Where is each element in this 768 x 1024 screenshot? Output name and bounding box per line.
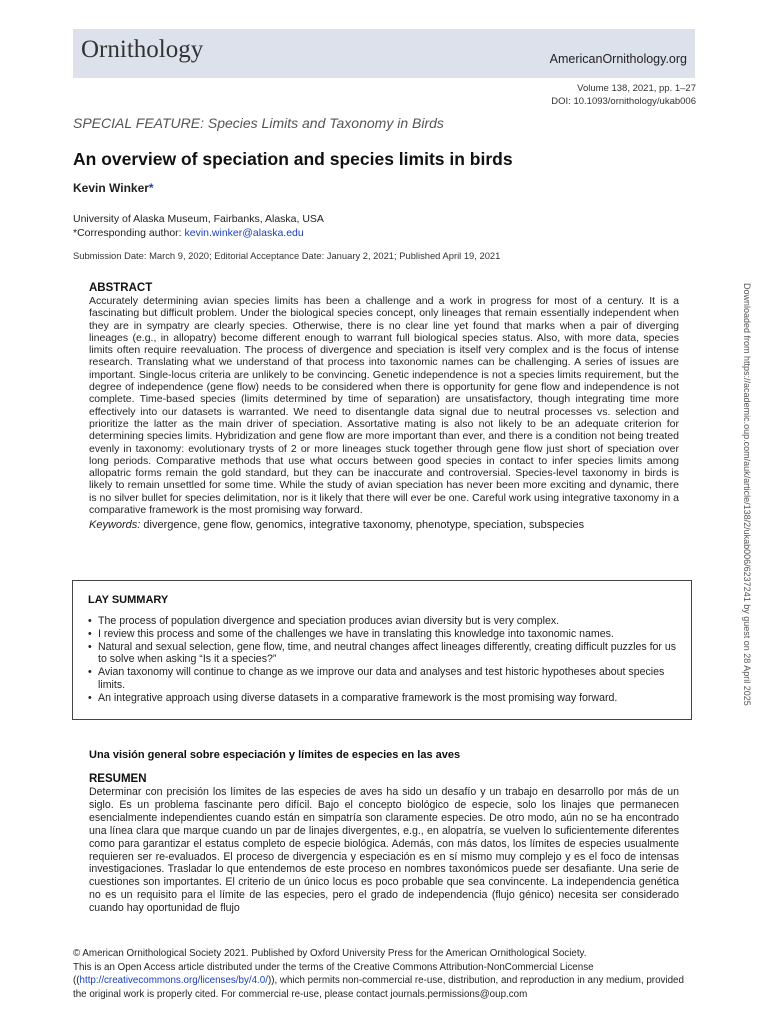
resumen-text: Determinar con precisión los límites de las especies de aves ha sido un desafío y un trabajo en desarrollo por más de un siglo. Es un problema fascinante pero difícil. Bajo el concepto biológico de especie, solo los linajes que permanecen esencialmente independientes cuando están en simpatría son claramente especies. De otro modo, aún no se ha encontrado una línea clara que marque cuando un par de linajes divergentes, e.g., en alopatría, se vuelven lo suficientemente diferentes como para garantizar el estatus completo de especie biológica. Además, con más datos, los límites de especies usualmente requieren ser re-evaluados. El proceso de divergencia y especiación es en sí mismo muy complejo y es el foco de intensas investigaciones. Trasladar lo que entendemos de este proceso en nombres taxonómicos puede ser desafiante. Una serie de cuestiones son importantes. El criterio de un único locus es poco probable que sea convincente. La independencia genética no es un requisito para el límite de las especies, pero el grado de independencia (flujo génico) necesita ser considerado cuando hay oportunidad de flujo [89, 786, 679, 915]
license-link[interactable]: http://creativecommons.org/licenses/by/4.0/ [79, 975, 268, 986]
keywords-list: divergence, gene flow, genomics, integrative taxonomy, phenotype, speciation, subspecies [140, 519, 585, 532]
list-item: • The process of population divergence and speciation produces avian diversity but is very complex. [88, 615, 678, 628]
volume-line: Volume 138, 2021, pp. 1–27 [577, 83, 696, 94]
article-title: An overview of speciation and species limits in birds [73, 149, 513, 169]
abstract-section [89, 281, 679, 531]
volume-info [551, 82, 696, 108]
journal-header [73, 29, 695, 78]
keywords-label: Keywords: [89, 519, 141, 532]
list-item: • Avian taxonomy will continue to change as we improve our data and analyses and test historic hypotheses about species limits. [88, 666, 678, 692]
keywords [89, 519, 679, 531]
special-feature-label: SPECIAL FEATURE: Species Limits and Taxonomy in Birds [73, 115, 444, 131]
list-item: • An integrative approach using diverse datasets in a comparative framework is the most promising way forward. [88, 692, 678, 705]
license-text-start: This is an Open Access article distributed under the terms of the Creative Commons Attribution-NonCommercial License (( [73, 961, 594, 986]
corresponding-author [73, 226, 324, 240]
author-email-link[interactable]: kevin.winker@alaska.edu [184, 227, 304, 239]
download-watermark: Downloaded from https://academic.oup.com/auk/article/138/2/ukab006/6237241 by guest on 28 April 2025 [742, 283, 752, 706]
journal-website-link[interactable]: AmericanOrnithology.org [549, 52, 687, 66]
abstract-text: Accurately determining avian species limits has been a challenge and a work in progress for most of a century. It is a fascinating but difficult problem. Under the biological species concept, only lineages that remain essentially independent when they are in sympatry are clearly species. Otherwise, there is no clear line yet found that marks when a pair of diverging lineages (e.g., in allopatry) become different enough to warrant full biological species status. Also, with more data, species limits often require reevaluation. The process of divergence and speciation is itself very complex and is the focus of intense research. Translating what we understand of that process into taxonomic names can be challenging. A series of issues are important. Single-locus criteria are unlikely to be convincing. Genetic independence is not a species limits requirement, but the degree of independence (gene flow) needs to be considered when there is opportunity for gene flow and independence is not complete. Time-based species (limits determined by time of separation) are unsatisfactory, though integrating time more effectively into our datasets is warranted. We need to disentangle data signal due to neutral processes vs. selection and prioritize the latter as the main driver of speciation. Assortative mating is also not likely to be an adequate criterion for determining species limits. Hybridization and gene flow are more important than ever, and there is a condition not being treated evenly in taxonomy: evolutionary trysts of 2 or more lineages stuck together through gene flow just short of speciation over long periods. Comparative methods that use what occurs between good species in contact to infer species limits among allopatric forms remain the gold standard, but they can be inaccurate and controversial. Species-level taxonomy in birds is likely to remain unsettled for some time. While the study of avian speciation has never been more exciting and dynamic, there is no silver bullet for species delimitation, nor is it likely that there will ever be one. Careful work using integrative taxonomy in a comparative framework is the most promising way forward. [89, 295, 679, 517]
license-text-end: )), which permits non-commercial re-use, distribution, and reproduction in any medium, provided the original work is properly cited. For commercial re-use, please contact journals.permissions@oup.com [73, 975, 684, 1000]
affiliation-block [73, 212, 324, 240]
list-item: • I review this process and some of the challenges we have in translating this knowledge into taxonomic names. [88, 628, 678, 641]
corresponding-label: *Corresponding author: [73, 227, 185, 239]
affiliation: University of Alaska Museum, Fairbanks, Alaska, USA [73, 213, 324, 225]
doi-line[interactable]: DOI: 10.1093/ornithology/ukab006 [551, 96, 696, 107]
author-line [73, 181, 154, 195]
lay-summary-heading: LAY SUMMARY [88, 594, 169, 606]
license-footer [73, 947, 698, 1001]
resumen-section [89, 772, 679, 924]
journal-name: Ornithology [81, 36, 204, 63]
resumen-heading: RESUMEN [89, 773, 147, 785]
submission-dates: Submission Date: March 9, 2020; Editorial Acceptance Date: January 2, 2021; Published April 19, 2021 [73, 250, 501, 261]
author-name: Kevin Winker [73, 181, 149, 195]
license-text [73, 961, 698, 1002]
spanish-title: Una visión general sobre especiación y límites de especies en las aves [89, 749, 461, 761]
lay-summary-box [72, 580, 692, 720]
lay-summary-list [88, 615, 678, 705]
corresponding-author-mark[interactable]: * [148, 181, 154, 195]
copyright-line: © American Ornithological Society 2021. Published by Oxford University Press for the American Ornithological Society. [73, 948, 587, 959]
list-item: • Natural and sexual selection, gene flow, time, and neutral changes affect lineages differently, creating difficult puzzles for us to solve when asking “Is it a species?” [88, 641, 678, 667]
abstract-heading: ABSTRACT [89, 282, 153, 294]
